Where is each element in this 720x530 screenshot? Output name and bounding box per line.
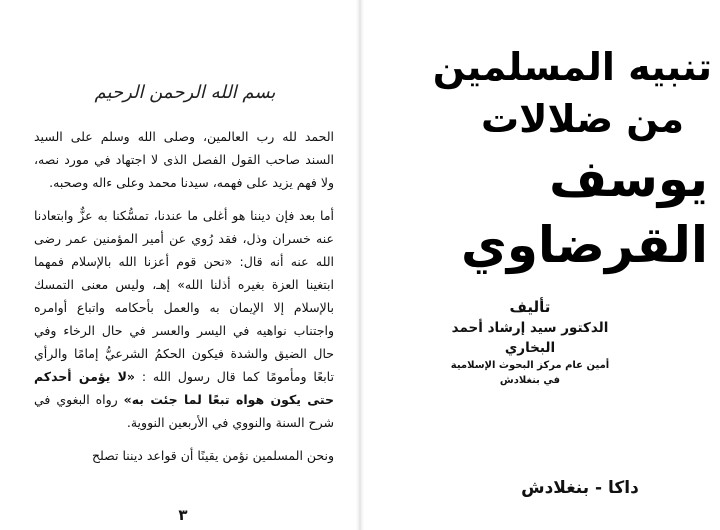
author-position-2: في بنغلادش	[499, 375, 561, 386]
hadith-source: رواه البغوي في شرح السنة والنووي في الأربعين النووية.	[34, 392, 334, 430]
author-name: الدكتور سيد إرشاد أحمد البخاري	[451, 320, 609, 356]
paragraph-main-text: أما بعد فإن ديننا هو أغلى ما عندنا، تمسُّكنا به عزٌّ وابتعادنا عنه خسران وذل، فقد رُوي عن أمير المؤمنين عمر رضى الله عنه أنه قال: «نحن قوم أعزنا الله بالإسلام فمهما ابتغينا العزة بغيره أذلنا الله» إهـ، وليس معنى التمسك بالإسلام إلا الإيمان به والعمل بأحكامه واتباع أوامره واجتناب نواهيه في اليسر والعسر في حال الرخاء وفي حال الضيق والشدة فيكون الحكمُ الشرعيُّ إمامًا والرأي تابعًا ومأمومًا كما قال رسول الله :	[34, 208, 334, 384]
paragraph-opening: الحمد لله رب العالمين، وصلى الله وسلم على السيد السند صاحب القول الفصل الذى لا اجتهاد في مورد نصه، ولا فهم يزيد على فهمه، سيدنا محمد وعلى ءاله وصحبه.	[34, 129, 334, 190]
hadith-quote: «لا يؤمن أحدكم حتى يكون هواه تبعًا لما جئت به»	[34, 369, 334, 407]
paragraph-last-line: ونحن المسلمين نؤمن يقينًا أن قواعد ديننا تصلح	[91, 448, 334, 463]
author-block	[430, 296, 630, 388]
publication-place: داكا - بنغلادش	[521, 478, 639, 498]
title-line-3: يوسف القرضاوي	[461, 150, 708, 274]
book-title	[372, 42, 712, 278]
author-position-1: أمين عام مركز البحوث الإسلامية	[450, 360, 610, 371]
book-gutter	[356, 0, 364, 530]
title-line-1: تنبيه المسلمين	[432, 45, 712, 89]
author-label: تأليف	[509, 298, 551, 316]
body-text	[34, 125, 334, 477]
title-line-2: من ضلالات	[480, 97, 684, 141]
paragraph-main	[34, 204, 334, 434]
page-number: ٣	[178, 506, 188, 524]
basmala: بسم الله الرحمن الرحيم	[94, 82, 276, 103]
